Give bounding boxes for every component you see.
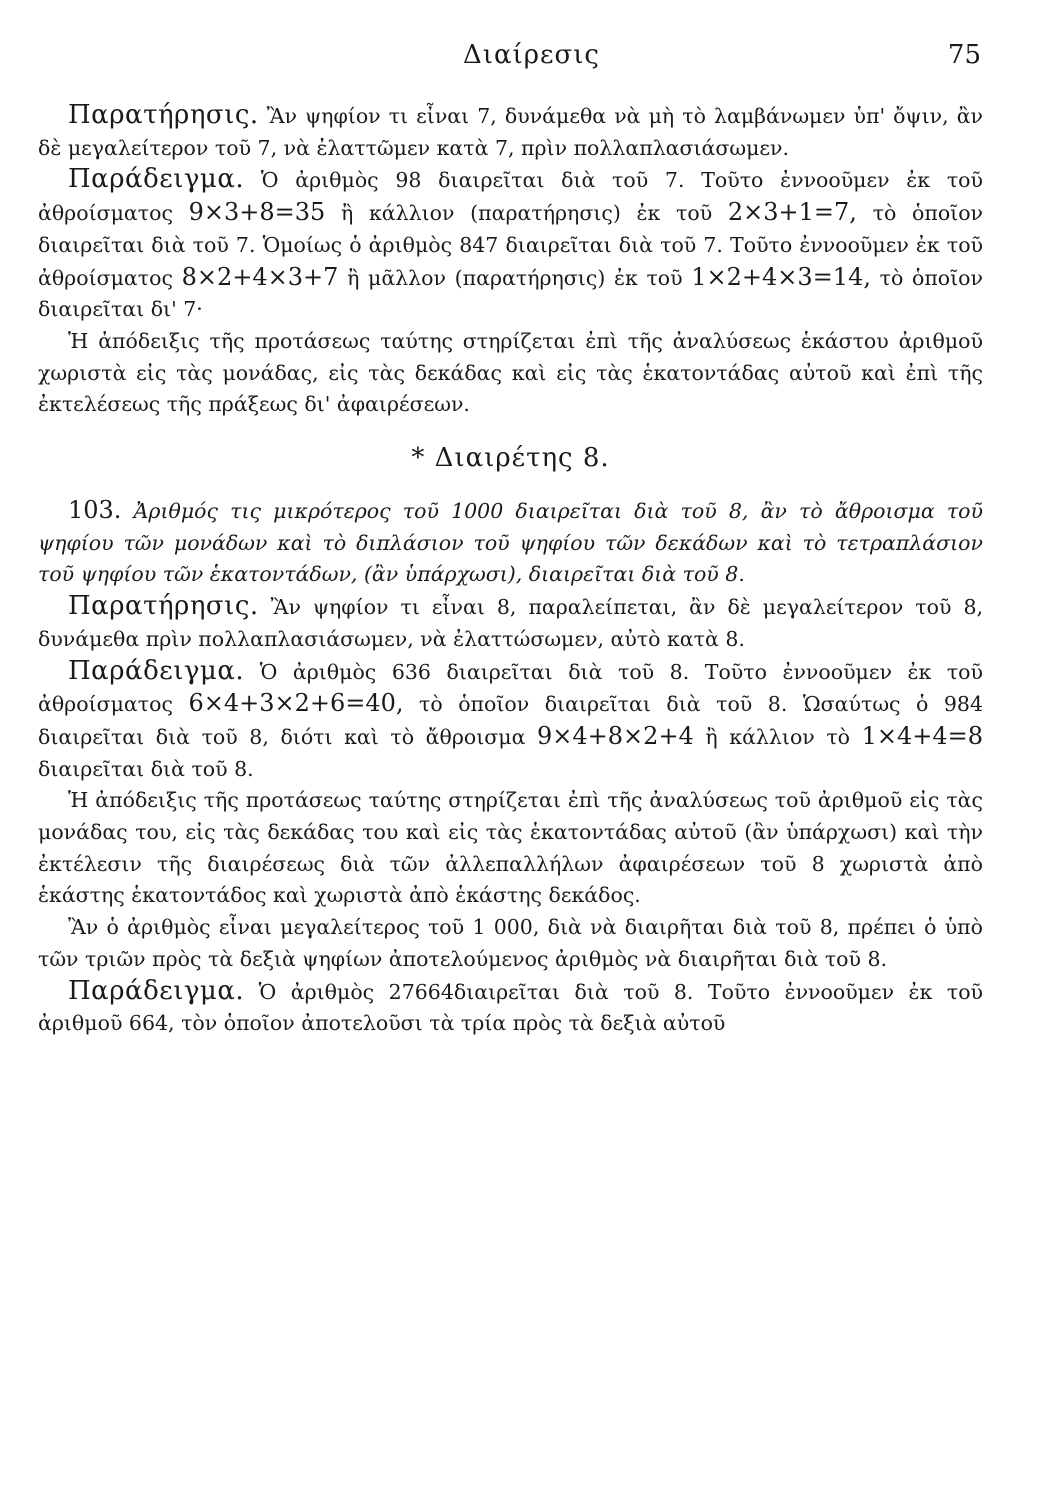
example-text: Ὁ ἀριθμὸς 98 διαιρεῖται διὰ τοῦ 7. Τοῦτο ἐννοοῦμεν ἐκ τοῦ ἀθροίσματος [38, 168, 983, 226]
example-text: τὸ ὁποῖον διαιρεῖται διὰ τοῦ 8. Ὡσαύτως ὁ 984 διαιρεῖται διὰ τοῦ 8, διότι καὶ τὸ ἄθροισμα [38, 692, 983, 749]
proof-divisor-8: Ἡ ἀπόδειξις τῆς προτάσεως ταύτης στηρίζεται ἐπὶ τῆς ἀναλύσεως τοῦ ἀριθμοῦ εἰς τὰς μονάδας του, εἰς τὰς δεκάδας του καὶ εἰς τὰς ἑκατοντάδας αὐτοῦ (ἂν ὑπάρχωσι) καὶ τὴν ἐκτέλεσιν τῆς διαιρέσεως διὰ τῶν ἀλλεπαλλήλων ἀφαιρέσεων τοῦ 8 χωριστὰ ἀπὸ ἑκάστης ἑκατοντάδος καὶ χωριστὰ ἀπὸ ἑκάστης δεκάδος. [38, 788, 983, 908]
formula: 8×2+4×3+7 [181, 262, 339, 291]
formula: 9×3+8=35 [188, 198, 326, 227]
example-term: Παράδειγμα. [68, 655, 245, 686]
example-divisor-7 [38, 164, 983, 326]
example-text: Ὁ ἀριθμὸς 27664διαιρεῖται διὰ τοῦ 8. Τοῦτο ἐννοοῦμεν ἐκ τοῦ ἀριθμοῦ 664, τὸν ὁποῖον ἀποτελοῦσι τὰ τρία πρὸς τὰ δεξιὰ αὐτοῦ [38, 979, 983, 1036]
note-text: Ἂν ψηφίον τι εἶναι 8, παραλείπεται, ἂν δὲ μεγαλείτερον τοῦ 8, δυνάμεθα πρὶν πολλαπλασιάσωμεν, νὰ ἐλαττώσωμεν, αὐτὸ κατὰ 8. [38, 595, 983, 651]
example-large-number [38, 976, 983, 1040]
example-text: τὸ ὁποῖον διαιρεῖται δι' 7· [38, 265, 983, 322]
note-term: Παρατήρησις. [68, 591, 259, 622]
formula: 9×4+8×2+4 [537, 721, 694, 750]
note-text: Ἂν ψηφίον τι εἶναι 7, δυνάμεθα νὰ μὴ τὸ λαμβάνωμεν ὑπ' ὄψιν, ἂν δὲ μεγαλείτερον τοῦ 7, νὰ ἐλαττῶμεν κατὰ 7, πρὶν πολλαπλασιάσωμεν. [38, 104, 983, 160]
formula: 6×4+3×2+6=40, [188, 689, 404, 718]
example-text: διαιρεῖται διὰ τοῦ 8. [38, 756, 254, 781]
formula: 1×4+4=8 [861, 721, 984, 750]
note-divisor-7 [38, 100, 983, 164]
example-divisor-8 [38, 656, 983, 786]
page-number: 75 [947, 40, 981, 70]
note-term: Παρατήρησις. [68, 100, 259, 130]
example-text: ἢ κάλλιον (παρατήρησις) ἐκ τοῦ [325, 201, 728, 226]
formula: 2×3+1=7, [727, 198, 857, 227]
example-text: Ὁ ἀριθμὸς 636 διαιρεῖται διὰ τοῦ 8. Τοῦτο ἐννοοῦμεν ἐκ τοῦ ἀθροίσματος [38, 659, 983, 717]
example-text: ἢ μᾶλλον (παρατήρησις) ἐκ τοῦ [338, 265, 692, 290]
page-header [0, 40, 1063, 80]
rule-number: 103. [68, 496, 122, 525]
page-body [38, 100, 983, 1040]
example-term: Παράδειγμα. [68, 164, 245, 195]
example-text: τὸ ὁποῖον διαιρεῖται διὰ τοῦ 7. Ὁμοίως ὁ ἀριθμὸς 847 διαιρεῖται διὰ τοῦ 7. Τοῦτο ἐννοοῦμεν ἐκ τοῦ ἀθροίσματος [38, 201, 984, 290]
example-text: ἢ κάλλιον τὸ [693, 724, 862, 749]
proof-divisor-7: Ἡ ἀπόδειξις τῆς προτάσεως ταύτης στηρίζεται ἐπὶ τῆς ἀναλύσεως ἑκάστου ἀριθμοῦ χωριστὰ εἰς τὰς μονάδας, εἰς τὰς δεκάδας καὶ εἰς τὰς ἑκατοντάδας αὐτοῦ καὶ ἐπὶ τῆς ἐκτελέσεως τῆς πράξεως δι' ἀφαιρέσεων. [38, 328, 983, 417]
rule-text: Ἀριθμός τις μικρότερος τοῦ 1000 διαιρεῖται διὰ τοῦ 8, ἂν τὸ ἄθροισμα τοῦ ψηφίου τῶν μονάδων καὶ τὸ διπλάσιον τοῦ ψηφίου τῶν δεκάδων καὶ τὸ τετραπλάσιον τοῦ ψηφίου τῶν ἑκατοντάδων, (ἂν ὑπάρχωσι), διαιρεῖται διὰ τοῦ 8. [38, 499, 983, 587]
running-title: Διαίρεσις [463, 40, 600, 70]
large-number-rule: Ἂν ὁ ἀριθμὸς εἶναι μεγαλείτερος τοῦ 1 000, διὰ νὰ διαιρῆται διὰ τοῦ 8, πρέπει ὁ ὑπὸ τῶν τριῶν πρὸς τὰ δεξιὰ ψηφίων ἀποτελούμενος ἀριθμὸς νὰ διαιρῆται διὰ τοῦ 8. [38, 915, 983, 971]
rule-103 [38, 495, 983, 591]
example-term: Παράδειγμα. [68, 975, 245, 1006]
note-divisor-8 [38, 591, 983, 655]
section-heading: * Διαιρέτης 8. [411, 443, 610, 474]
formula: 1×2+4×3=14, [691, 262, 871, 291]
